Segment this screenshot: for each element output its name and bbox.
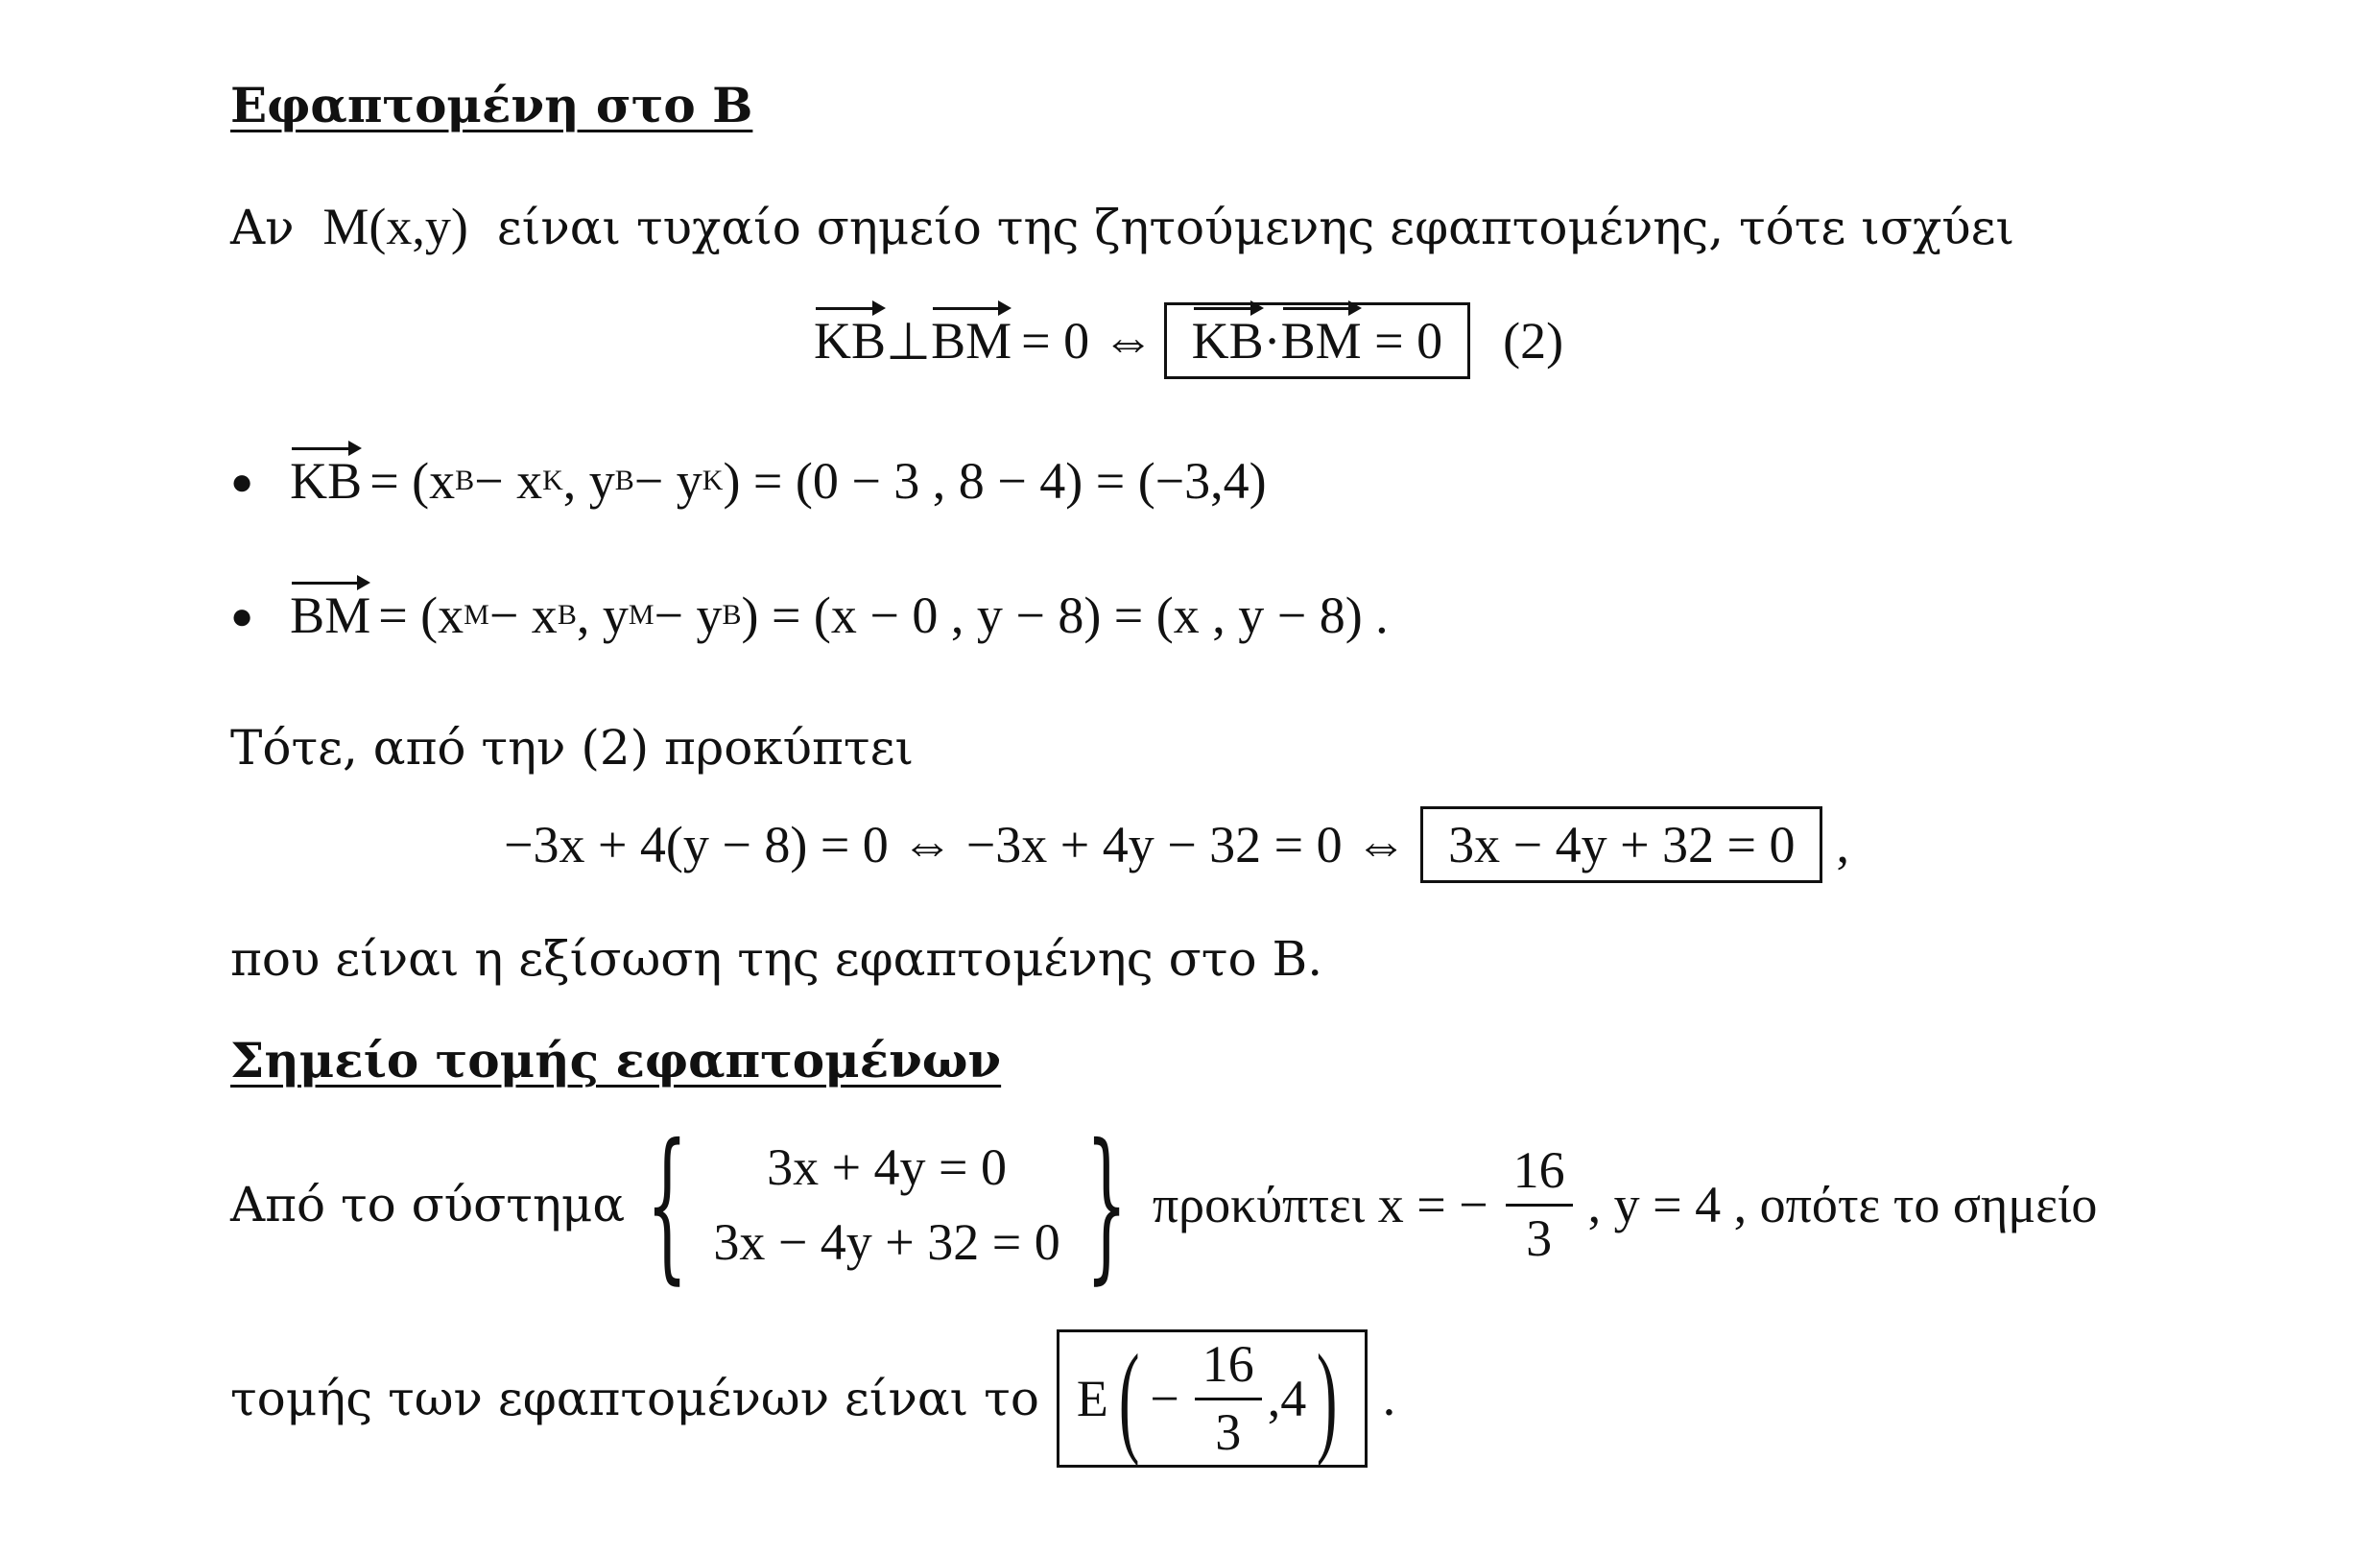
system-text-start: Από το σύστημα	[230, 1177, 626, 1232]
bm-expr-m2: , y	[576, 586, 629, 644]
sub-k: K	[702, 465, 724, 496]
kb-expr-start: = (x	[369, 452, 456, 510]
boxed-point-e	[1057, 1329, 1368, 1468]
equation-perpendicular	[814, 302, 1563, 379]
boxed-vector-kb: KB	[1191, 312, 1264, 370]
bullet-dot: ●	[230, 459, 254, 503]
which-text: που είναι η εξίσωση της εφαπτομένης στο Β.	[230, 931, 1323, 987]
right-paren: )	[1317, 1329, 1338, 1468]
system-eq-b: 3x − 4y + 32 = 0	[713, 1213, 1060, 1271]
vector-bm: BM	[931, 312, 1012, 370]
intro-text-start: Αν	[230, 200, 295, 255]
final-text: τομής των εφαπτομένων είναι το	[230, 1371, 1039, 1426]
section-heading-tangent: Εφαπτομένη στο Β	[230, 77, 753, 133]
kb-expr-m2: , y	[562, 452, 615, 510]
system-line	[230, 1110, 2098, 1300]
equation-tag: (2)	[1503, 312, 1564, 370]
kb-expr-m1: − x	[474, 452, 543, 510]
fraction-denominator: 3	[1526, 1208, 1553, 1267]
system-eq-a: 3x + 4y = 0	[767, 1137, 1007, 1196]
sub-b: B	[722, 599, 742, 631]
equation-tangent-line	[504, 806, 1849, 883]
bm-expr-m1: − x	[488, 586, 558, 644]
left-paren: (	[1118, 1329, 1140, 1468]
bm-expr-start: = (x	[378, 586, 464, 644]
final-denominator: 3	[1215, 1402, 1242, 1461]
left-brace: {	[646, 1110, 688, 1300]
boxed-vector-bm: BM	[1280, 312, 1362, 370]
bullet-dot: ●	[230, 593, 254, 637]
perp-symbol: ⊥	[886, 312, 932, 371]
boxed-tangent-equation: 3x − 4y + 32 = 0	[1420, 806, 1822, 883]
minus-sign: −	[1150, 1370, 1179, 1427]
bm-expr-m3: − y	[654, 586, 723, 644]
eq2-comma: ,	[1836, 816, 1849, 873]
system-equations	[713, 1130, 1059, 1280]
vector-kb: KB	[814, 312, 887, 370]
kb-expr-m3: − y	[633, 452, 702, 510]
dot-symbol: ·	[1263, 312, 1281, 370]
final-numerator: 16	[1195, 1336, 1262, 1400]
vector-bm-def: BM	[290, 586, 371, 644]
then-text: Τότε, από την (2) προκύπτει	[230, 720, 915, 776]
intro-line	[230, 197, 2014, 256]
right-brace: }	[1085, 1110, 1128, 1300]
point-label-e: E	[1076, 1370, 1108, 1427]
sub-b: B	[557, 599, 577, 631]
section-heading-intersection: Σημείο τομής εφαπτομένων	[230, 1032, 1002, 1088]
sub-m: M	[464, 599, 489, 631]
boxed-dot-product	[1164, 302, 1471, 379]
bullet-bm	[230, 586, 1389, 645]
fraction-16-3-final	[1195, 1336, 1262, 1461]
boxed-equals-zero: = 0	[1374, 312, 1443, 370]
kb-expr-result: ) = (0 − 3 , 8 − 4) = (−3,4)	[723, 452, 1267, 510]
sub-b: B	[455, 465, 475, 496]
sub-b: B	[614, 465, 634, 496]
equiv-zero: = 0 ⇔	[1021, 312, 1154, 370]
fraction-16-3	[1506, 1142, 1573, 1267]
bullet-kb	[230, 451, 1267, 511]
final-y-coord: ,4	[1267, 1370, 1307, 1427]
eq2-derivation: −3x + 4(y − 8) = 0 ⇔ −3x + 4y − 32 = 0 ⇔	[504, 816, 1408, 873]
final-line	[230, 1329, 1396, 1468]
system-result-x: προκύπτει x = −	[1152, 1176, 1488, 1233]
sub-k: K	[542, 465, 563, 496]
vector-kb-def: KB	[290, 452, 363, 510]
final-period: .	[1381, 1371, 1397, 1426]
bm-expr-result: ) = (x − 0 , y − 8) = (x , y − 8) .	[741, 586, 1389, 644]
fraction-numerator: 16	[1506, 1142, 1573, 1206]
point-m: M(x,y)	[322, 198, 468, 255]
sub-m: M	[628, 599, 654, 631]
system-result-rest: , y = 4 , οπότε το σημείο	[1587, 1176, 2098, 1233]
intro-text-end: είναι τυχαίο σημείο της ζητούμενης εφαπτομένης, τότε ισχύει	[496, 200, 2015, 255]
